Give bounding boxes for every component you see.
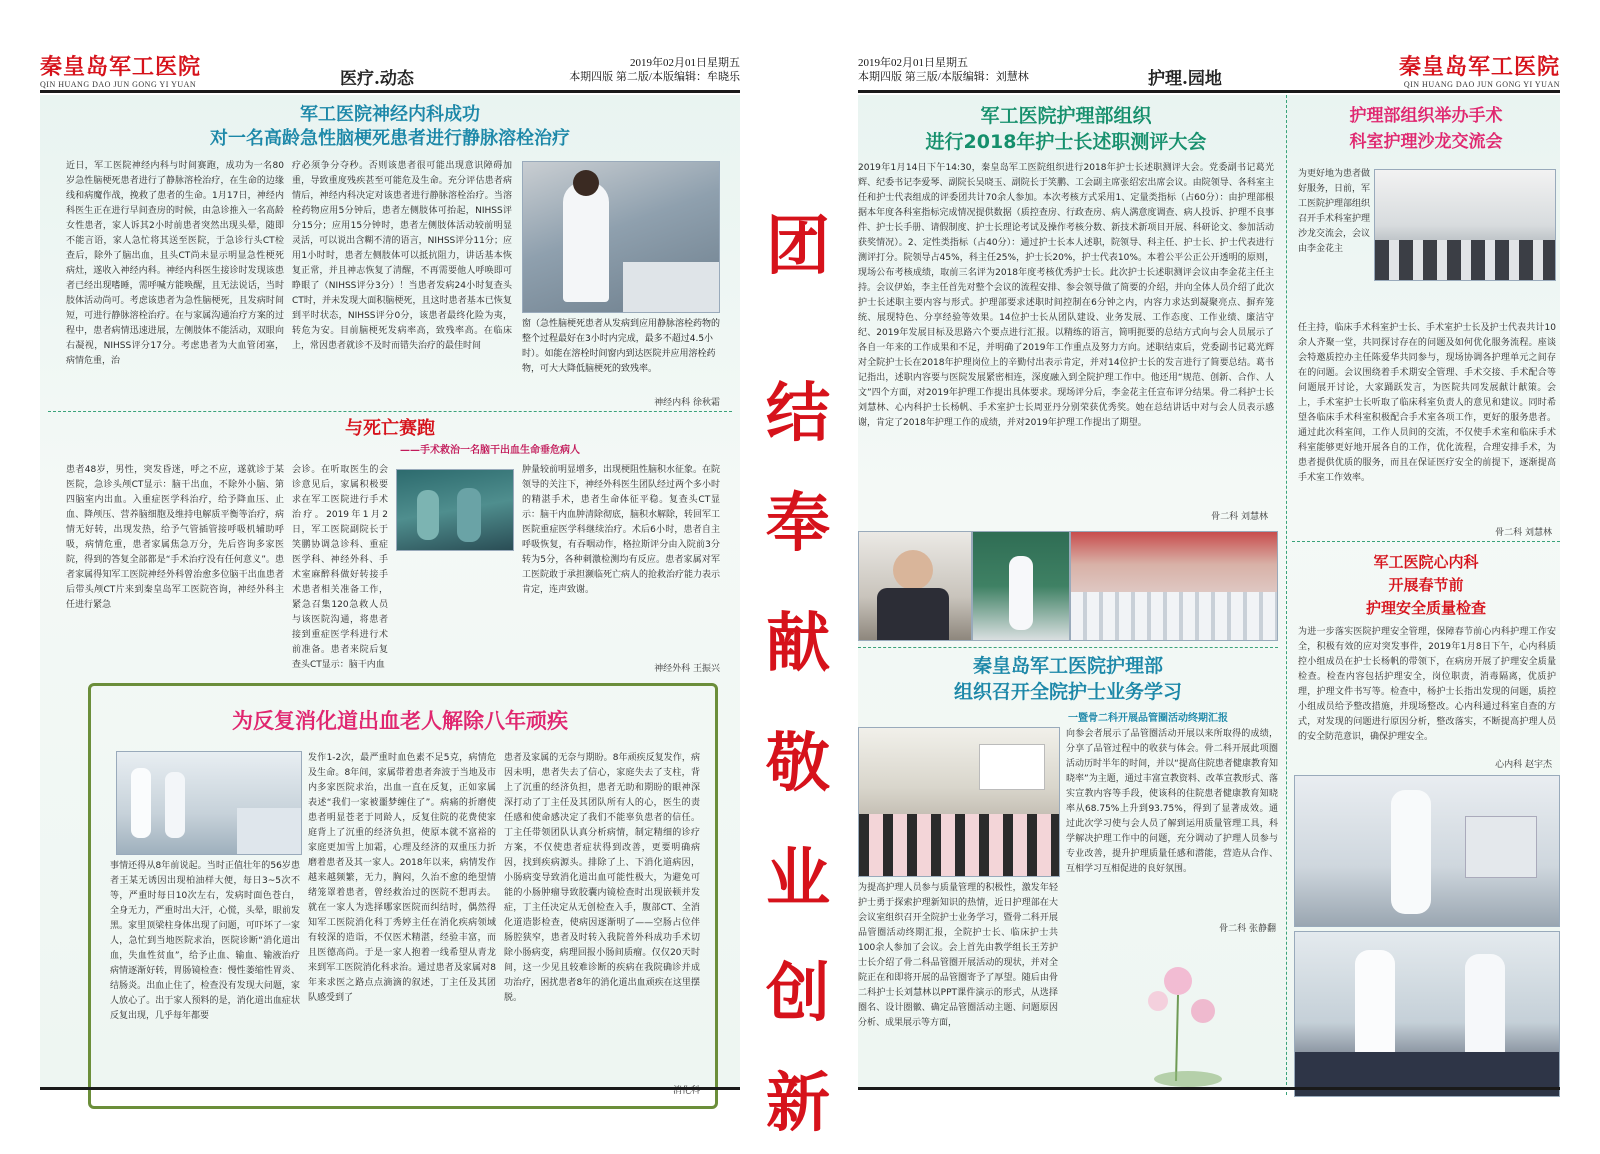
photo-ward-round [116,751,302,855]
left-paper [40,95,740,1096]
photo-conference-hall [1070,531,1278,641]
photo-speaker [858,531,972,641]
page-bottom-rule [40,1087,740,1090]
article-subtitle: ——手术救治一名脑干出血生命垂危病人 [400,445,580,456]
section-title: 护理.园地 [1148,69,1222,89]
article-byline: 神经外科 王振兴 [654,664,720,674]
article-title [1292,103,1560,155]
photo-nurse-inspection [1294,775,1560,927]
article-body: 2019年1月14日下午14:30，秦皇岛军工医院组织进行2018年护士长述职测评大会。党委副书记葛光辉、纪委书记李爱琴、副院长吴晓玉、副院长于笑鹏、工会副主席张绍宏出席会议。由院领导、各科室主任和护士代表组成的评委团共计70余人参加。本次考核方式采用1、定量类指标（占60分）：由护理部根据本年度各科室指标完成情况提供数据（质控查房、行政查房、病人满意度调查、病人投诉、护理不良事件、护士长手册、请假制度、护士长理论考试及操作考核分数、新技术新项目开展、科研论文、参加活动获奖情况）。2、定性类指标（占40分）：通过护士长本人述职，院领导、科主任、护士长、护士代表进行测评打分。院领导占45%，科主任25%，护士长20%，护士代表10%。本着公平公正公开透明的原则，现场公布考核成绩，取前三名评为2018年度考核优秀护士长。此次护士长述职测评会议由李金花主任主持。会议伊始，李主任首先对整个会议的流程安排、参会领导做了简要的介绍，并向全体人员介绍了此次护士长述职主要内容与形式。护理部要求述职时间控制在6分钟之内，内容力求达到凝聚亮点、摒弃笼统、展现特色、分享经验等效果。14位护士长从团队建设、业务发展、工作态度、工作业绩、廉洁守纪、2019年发展目标及思路六个要点进行汇报。以精练的语言，简明扼要的总结方式向与会人员展示了各自一年来的工作成果和不足，并明确了2019年工作重点及努力方向。述职结束后，党委副书记葛光辉对全院护士长在2018年护理岗位上的辛勤付出表示肯定，并对14位护士长的发言进行了简要总结。葛书记指出，述职内容要与医院发展紧密相连，深度融入到全院护理工作中。他还用“规范、创新、合作、人文”四个方面，对2019年护理工作提出具体要求。现场评分后，李金花主任宣布评分结果。骨二科护士长刘慧林、心内科护士长杨帆、手术室护士长周亚丹分别荣获优秀奖。她在总结讲话中对与会人员表示感谢，肯定了2018年护理工作的成绩，并对2019年护理工作提出了期望。 [858,163,1274,428]
article-column: 事情还得从8年前说起。当时正值壮年的56岁患者王某无诱因出现柏油样大便，每日3~5次不等，严重时每日10次左右，发病时面色苍白，全身无力，严重时出大汗，心慌，头晕，眼前发黑。家里顶梁柱身体出现了问题，可吓坏了一家人，急忙到当地医院求治，医院诊断“消化道出血，失血性贫血”，给予止血、输血、输液治疗病情逐渐好转，胃肠镜检查：慢性萎缩性胃炎、结肠炎。出血止住了，检查没有发现大问题，家人放心了。出于家人预料的是，消化道出血症状反复出现，几乎每年都要 [110,861,300,1021]
issue-info: 本期四版 第二版/本版编辑：牟晓乐 [569,71,740,83]
article-column: 会诊。在听取医生的会诊意见后，家属积极要求在军工医院进行手术治疗。2019年1月2日，军工医院副院长于笑鹏协调急诊科、重症医学科、神经外科、手术室麻醉科做好转接手术患者相关准备工作，紧急召集120急救人员与该医院沟通，将患者接到重症医学科进行术前准备。患者来院后复查头CT显示：脑干内血 [292,465,388,670]
article-title: 与死亡赛跑 [345,418,435,439]
photo-salon-meeting [1374,169,1556,281]
article-title [858,103,1274,155]
right-page [858,40,1560,1090]
lotus-decoration-icon [1118,941,1248,1091]
divider [48,411,732,412]
article-byline: 神经内科 徐秋霜 [654,398,720,408]
divider [1292,541,1560,542]
article-title-line: 组织召开全院护士业务学习 [953,681,1182,703]
brand-name: 秦皇岛军工医院 [1398,54,1560,80]
article-subtitle: 一暨骨二科开展品管圈活动终期汇报 [1068,713,1228,724]
page-bottom-rule [858,1087,1560,1090]
article-title [1292,551,1560,620]
slogan-char: 敬 [766,726,830,801]
divider [858,647,1278,648]
article-column: 为更好地为患者做好服务，日前，军工医院护理部组织召开手术科室护理沙龙交流会，会议由李金花主 [1298,169,1371,254]
article-body: 为进一步落实医院护理安全管理，保障春节前心内科护理工作安全，积极有效的应对突发事件，2019年1月8日下午，心内科质控小组成员在护士长杨帆的带领下，在病房开展了护理安全质量检查。检查内容包括护理安全，岗位职责，消毒隔离，优质护理，护理文件书写等。检查中，杨护士长指出发现的问题，质控小组成员给予整改措施，并现场整改。心内科通过科室自查的方式，对发现的问题进行原因分析，整改落实，不断提高护理人员的安全防范意识，确保护理安全。 [1298,627,1556,742]
photo-nurses-patient [1294,931,1560,1097]
issue-date: 2019年02月01日星期五 [858,57,968,69]
slogan-char: 业 [766,841,830,916]
article-column: 发作1-2次，最严重时血色素不足5克，病情危及生命。8年间，家属带着患者奔波于当地及市内多家医院求治，出血一直在反复，正如家属表述“我们一家被噩梦缠住了”。病痛的折磨使患者明显苍老于同龄人，反复住院的花费使家庭背上了沉重的经济负担，使原本就不富裕的家庭更加雪上加霜，心理及经济的双重压力折磨着患者及其一家人。2018年以来，病情发作越来越频繁，无力，胸闷，久治不愈的绝望情绪笼罩着患者，曾经救治过的医院不想再去。就在一家人为选择哪家医院而纠结时，偶然得知军工医院消化科丁秀婷主任在消化疾病领域有较深的造诣，不仅医术精湛，经验丰富，而且医德高尚。于是一家人抱着一线希望从青龙来到军工医院消化科求治。通过患者及家属对8年来求医之路点点滴滴的叙述，丁主任及其团队感受到了 [308,753,496,1003]
photo-surgery [396,469,514,551]
slogan-char: 结 [766,376,830,451]
slogan-char: 献 [766,606,830,681]
article-title-line: 科室护理沙龙交流会 [1349,132,1503,152]
article-byline: 骨二科 刘慧林 [1495,528,1552,538]
article-column: 疗必须争分夺秒。否则该患者很可能出现意识障碍加重，导致重度残疾甚至可能危及生命。充分评估患者病情后，神经内科决定对该患者进行静脉溶栓治疗。当溶栓药物应用5分钟后，患者左侧肢体可抬起，NIHSS评分15分；应用15分钟时，患者左侧肢体活动较前明显灵活，可以说出含糊不清的语言，NIHSS评分11分；应用1小时时，患者左侧肢体可以抵抗阻力，讲话基本恢复正常，并且神志恢复了清醒，不再需要他人呼唤即可睁眼了（NIHSS评分3分）！当患者发病24小时复查头CT时，并未发现大面积脑梗死，且这时患者基本已恢复到平时状态，NIHSS评分0分，该患者最终化险为夷，转危为安。目前脑梗死发病率高，致残率高。在临床上，常因患者就诊不及时而错失治疗的最佳时间 [292,161,512,351]
article-column: 向参会者展示了品管圈活动开展以来所取得的成绩，分享了品管过程中的收获与体会。骨二科开展此项圈活动历时半年的时间，并以“提高住院患者健康教育知晓率”为主题，通过丰富宣教资料、改革宣教形式、落实宣教内容等手段，使该科的住院患者健康教育知晓率从68.75%上升到93.75%，得到了显著成效。通过此次学习使与会人员了解到运用质量管理工具，科学解决护理工作中的问题，充分调动了护理人员参与专业改善，提升护理质量任感和潜能，营造从合作、互相学习互相促进的良好氛围。 [1066,729,1278,874]
article-title-line: 对一名高龄急性脑梗死患者进行静脉溶栓治疗 [210,128,570,149]
article-title-line: 护理安全质量检查 [1365,599,1486,617]
photo-nurse-podium [972,531,1070,641]
article-title [160,103,620,151]
photo-caption: 窗（急性脑梗死患者从发病到应用静脉溶栓药物的整个过程最好在3小时内完成，最多不超过4.5小时）。如能在溶栓时间窗内到达医院并应用溶栓药物，可大大降低脑梗死的致残率。 [522,319,721,374]
article-column: 为提高护理人员参与质量管理的积极性，激发年轻护士勇于探索护理新知识的热情，近日护理部在大会议室组织召开全院护士业务学习，暨骨二科开展品管圈活动终期汇报，全院护士长、临床护士共100余人参加了会议。会上首先由教学组长王芳护士长介绍了骨二科品管圈开展活动的现状，并对全院正在和即将开展的品管圈寄予了厚望。随后由骨二科护士长刘慧林以PPT课件演示的形式，从选择圈名、设计圈徽、确定品管圈活动主题、问题原因分析、成果展示等方面， [858,883,1058,1028]
issue-info: 本期四版 第三版/本版编辑：刘慧林 [858,71,1029,83]
right-masthead [858,40,1560,93]
article-body: 任主持，临床手术科室护士长、手术室护士长及护士代表共计10余人齐聚一堂，共同探讨存在的问题及如何优化服务流程。座谈会特邀质控办主任陈爱华共同参与，现场协调各护理单元之间存在的问题。会议围绕着手术期安全管理、手术交接、手术配合等问题展开讨论，大家踊跃发言，为医院共同发展献计献策。会上，手术室护士长听取了临床科室负责人的意见和建议。同时希望各临床手术科室积极配合手术室各项工作，更好的服务患者。通过此次科室间，工作人员间的交流，不仅使手术室和临床手术科室能够更好地开展各自的工作，优化流程，合理安排手术，为患者提供优质的服务，而且在保证医疗安全的前提下，逐渐提高手术室工作效率。 [1298,323,1556,483]
article-title-line: 军工医院心内科 [1373,553,1479,571]
article-title-line: 军工医院护理部组织 [980,105,1152,127]
article-byline: 骨二科 刘慧林 [1211,512,1268,522]
article-column: 近日，军工医院神经内科与时间赛跑，成功为一名80岁急性脑梗死患者进行了静脉溶栓治疗，在生命的边缘线和病魔作战，挽救了患者的生命。1月17日，神经内科医生正在进行早间查房的时候，由急诊推入一名高龄女性患者，家人诉其2小时前患者突然出现头晕，随即不能言语，家人急忙将其送至医院，于急诊行头CT检查后，除外了脑出血，且头CT尚未显示明显急性梗死病灶，遂收入神经内科。神经内科医生接诊时发现该患者已经出现嗜睡，需呼喊方能唤醒，且无法说话，当时肢体活动尚可。考虑该患者为急性脑梗死，且发病时间短，可进行静脉溶栓治疗。在与家属沟通治疗方案的过程中，患者病情迅速进展，左侧肢体不能活动，双眼向右凝视，NIHSS评分17分。考虑患者为大血管闭塞，病情危重，治 [66,161,284,366]
center-slogan [758,130,838,1154]
slogan-char: 创 [766,956,830,1031]
photo-training-room [858,727,1060,877]
slogan-char: 新 [766,1066,830,1141]
slogan-char: 团 [766,209,830,284]
right-paper [858,95,1560,1090]
slogan-char: 奉 [766,486,830,561]
article-byline: 消化科 [672,1086,700,1096]
article-byline: 骨二科 张静翻 [1219,924,1276,934]
article-column: 患者及家属的无奈与期盼。8年顽疾反复发作，病因未明，患者失去了信心，家庭失去了支柱，背上了沉重的经济负担，患者无助和期盼的眼神深深打动了丁主任及其团队所有人的心，医生的责任感和使命感决定了我们不能辜负患者的信任。丁主任带领团队认真分析病情，制定精细的诊疗方案，不仅使患者症状得到改善，更要明确病因，找到疾病源头。排除了上、下消化道病因，小肠病变导致消化道出血可能性极大，为避免可能的小肠肿瘤导致胶囊内镜检查时出现嵌顿并发症，丁主任决定从无创检查入手，腹部CT、全消化道造影检查，使病因逐渐明了——空肠占位伴肠腔狭窄，患者及时转入我院普外科成功手术切除小肠病变，病理回报小肠间质瘤。仅仅20天时间，这一少见且较难诊断的疾病在我院确诊并成功治疗，困扰患者8年的消化道出血顽疾在这里摆脱。 [504,753,700,1003]
article-title-line: 军工医院神经内科成功 [300,104,480,125]
left-masthead [40,40,740,93]
left-page [40,40,740,1096]
article-column: 患者48岁，男性，突发昏迷，呼之不应，遂就诊于某医院，急诊头颅CT显示：脑干出血，不除外小脑、第四脑室内出血。入重症医学科治疗，给予降血压、止血、降颅压、营养脑细胞及维持电解质平衡等治疗，病情无好转，出现发热，给予气管插管接呼吸机辅助呼吸，病情危重，患者家属焦急万分，先后咨询多家医院，得到的答复全部都是“手术治疗没有任何意义”。患者家属得知军工医院神经外科曾治愈多位脑干出血患者后带头颅CT片来到秦皇岛军工医院咨询，神经外科主任进行紧急 [66,465,284,610]
issue-date: 2019年02月01日星期五 [630,57,740,69]
section-title: 医疗.动态 [340,69,414,89]
brand-name: 秦皇岛军工医院 [40,54,202,80]
article-byline: 心内科 赵宇杰 [1495,760,1552,770]
article-title-line: 开展春节前 [1388,576,1464,594]
article-title: 为反复消化道出血老人解除八年顽疾 [232,709,568,733]
article-title-line: 秦皇岛军工医院护理部 [972,655,1163,677]
article-title-line: 进行2018年护士长述职测评大会 [925,131,1207,153]
article-column: 肿量较前明显增多，出现梗阻性脑积水征象。在院领导的关注下，神经外科医生团队经过两个多小时的精湛手术，患者生命体征平稳。复查头CT显示：脑干内血肿清除彻底，脑积水解除，转回军工医院重症医学科继续治疗。术后6小时，患者自主呼吸恢复，有吞咽动作，格拉斯评分由入院前3分转为5分，各种刺激检测均有反应。患者家属对军工医院敢于承担濒临死亡病人的抢救治疗能力表示肯定，连声致谢。 [522,465,721,595]
brand-pinyin: QIN HUANG DAO JUN GONG YI YUAN [1403,80,1560,89]
article-title [858,653,1278,705]
column-divider [1286,95,1287,1095]
photo-doctor-bedside [522,161,720,313]
article-title-line: 护理部组织举办手术 [1349,106,1503,126]
brand-pinyin: QIN HUANG DAO JUN GONG YI YUAN [40,80,197,89]
